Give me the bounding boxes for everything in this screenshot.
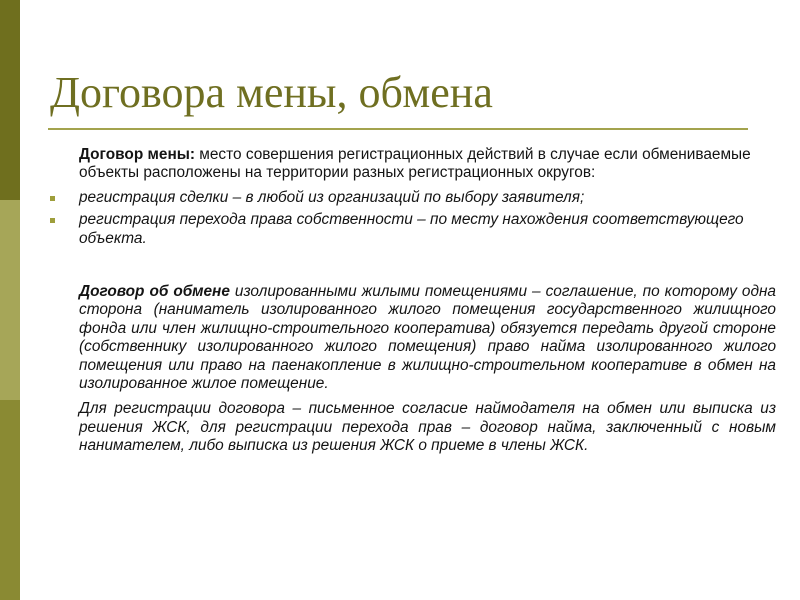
swap-contract-term: Договор об обмене: [79, 283, 230, 301]
slide-title: Договора мены, обмена: [50, 68, 493, 117]
exchange-contract-paragraph: [50, 146, 776, 183]
registration-note-paragraph: Для регистрации договора – письменное согласие наймодателя на обмен или выписка из решения ЖСК, для регистрации перехода прав – договор найма, заключенный с новым нанимателем, либо выписка из решения ЖСК о приеме в члены ЖСК.: [79, 400, 776, 455]
list-item-text: регистрация сделки – в любой из организаций по выбору заявителя;: [79, 188, 585, 206]
exchange-contract-term: Договор мены:: [79, 146, 196, 163]
swap-contract-paragraph: [50, 283, 776, 393]
slide-content: [50, 146, 776, 456]
list-item: [50, 189, 776, 207]
decor-stripe-top: [0, 0, 20, 200]
decor-stripe-middle: [0, 200, 20, 400]
exchange-contract-text: место совершения регистрационных действий в случае если обмениваемые объекты расположены на территории разных регистрационных округов:: [79, 146, 751, 182]
decor-stripe-bottom: [0, 400, 20, 600]
swap-contract-text: изолированными жилыми помещениями – соглашение, по которому одна сторона (наниматель изолированного жилого помещения государственного жилищного фонда или член жилищно-строительного кооператива) обязуется передать другой стороне (собственнику изолированного жилого помещения) право найма изолированного жилого помещения или право на паенакопление в жилищно-строительном кооперативе в обмен на изолированное жилое помещение.: [79, 283, 776, 393]
title-underline: [48, 128, 748, 130]
list-item-text: регистрация перехода права собственности – по месту нахождения соответствующего объекта.: [79, 211, 744, 247]
square-bullet-icon: [50, 196, 55, 201]
square-bullet-icon: [50, 218, 55, 223]
list-item: [50, 211, 776, 248]
paragraph-spacer: [50, 252, 776, 283]
registration-bullet-list: [50, 189, 776, 248]
